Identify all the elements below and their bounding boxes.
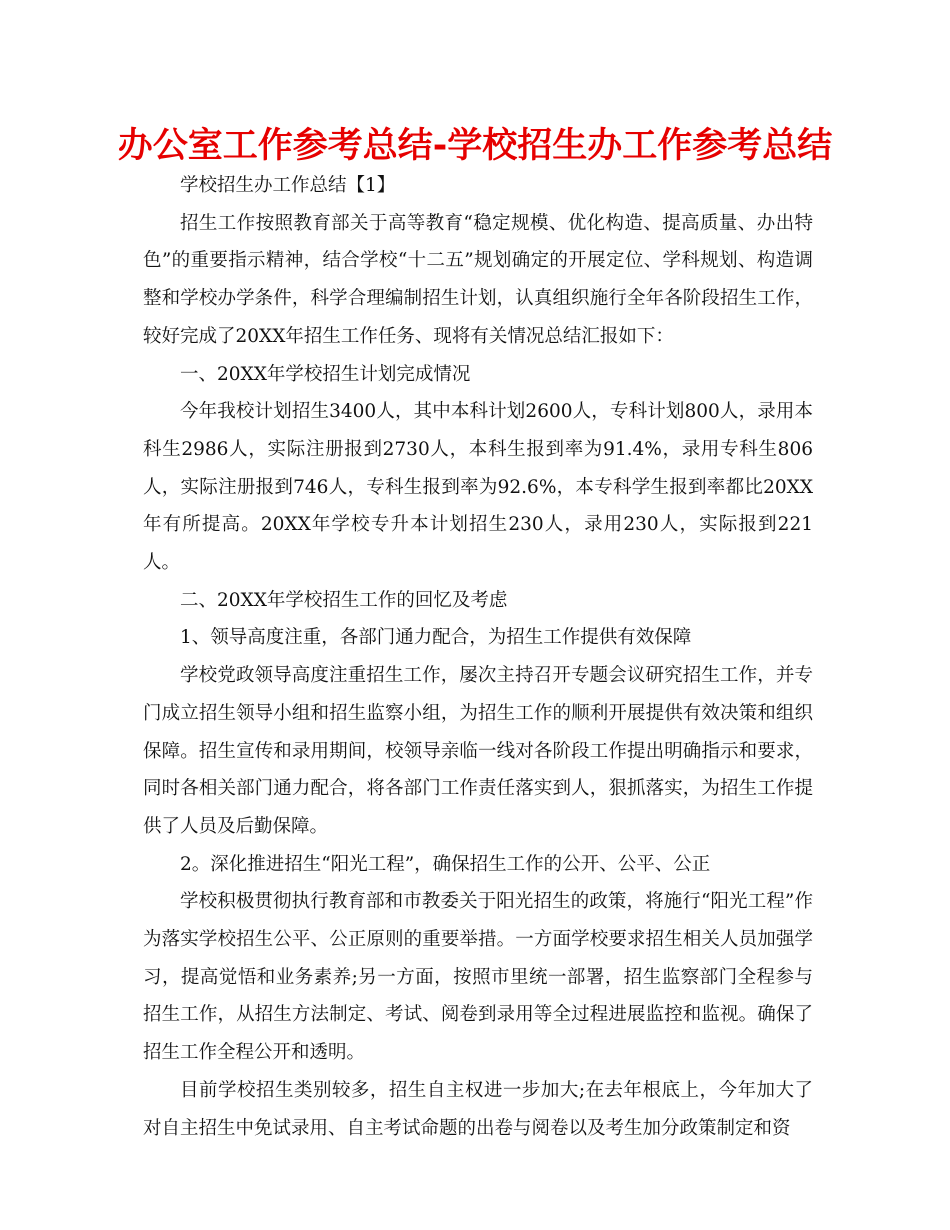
section-heading: 学校招生办工作总结【1】 xyxy=(180,175,396,196)
document-title: 办公室工作参考总结-学校招生办工作参考总结 xyxy=(117,126,833,166)
body-paragraph: 学校积极贯彻执行教育部和市教委关于阳光招生的政策，将施行“阳光工程”作为落实学校招生公平、公正原则的重要举措。一方面学校要求招生相关人员加强学习，提高觉悟和业务素养;另一方面，按照市里统一部署，招生监察部门全程参与招生工作，从招生方法制定、考试、阅卷到录用等全过程进展监控和监视。确保了招生工作全程公开和透明。 xyxy=(143,891,813,1064)
section-heading: 二、20XX年学校招生工作的回忆及考虑 xyxy=(180,589,508,611)
section-heading: 一、20XX年学校招生计划完成情况 xyxy=(180,363,471,385)
subsection-heading: 2。深化推进招生“阳光工程”，确保招生工作的公开、公平、公正 xyxy=(180,853,711,875)
body-paragraph: 招生工作按照教育部关于高等教育“稳定规模、优化构造、提高质量、办出特色”的重要指示精神，结合学校“十二五”规划确定的开展定位、学科规划、构造调整和学校办学条件，科学合理编制招生计划，认真组织施行全年各阶段招生工作，较好完成了20XX年招生工作任务、现将有关情况总结汇报如下： xyxy=(143,212,813,347)
body-paragraph: 学校党政领导高度注重招生工作，屡次主持召开专题会议研究招生工作，并专门成立招生领导小组和招生监察小组，为招生工作的顺利开展提供有效决策和组织保障。招生宣传和录用期间，校领导亲临一线对各阶段工作提出明确指示和要求，同时各相关部门通力配合，将各部门工作责任落实到人，狠抓落实，为招生工作提供了人员及后勤保障。 xyxy=(143,665,813,837)
document-body xyxy=(143,167,813,1147)
body-paragraph: 目前学校招生类别较多，招生自主权进一步加大;在去年根底上，今年加大了对自主招生中免试录用、自主考试命题的出卷与阅卷以及考生加分政策制定和资 xyxy=(143,1079,813,1139)
body-paragraph: 今年我校计划招生3400人，其中本科计划2600人，专科计划800人，录用本科生2986人，实际注册报到2730人，本科生报到率为91.4%，录用专科生806人，实际注册报到746人，专科生报到率为92.6%，本专科学生报到率都比20XX年有所提高。20XX年学校专升本计划招生230人，录用230人，实际报到221人。 xyxy=(143,401,813,574)
subsection-heading: 1、领导高度注重，各部门通力配合，为招生工作提供有效保障 xyxy=(180,627,692,649)
